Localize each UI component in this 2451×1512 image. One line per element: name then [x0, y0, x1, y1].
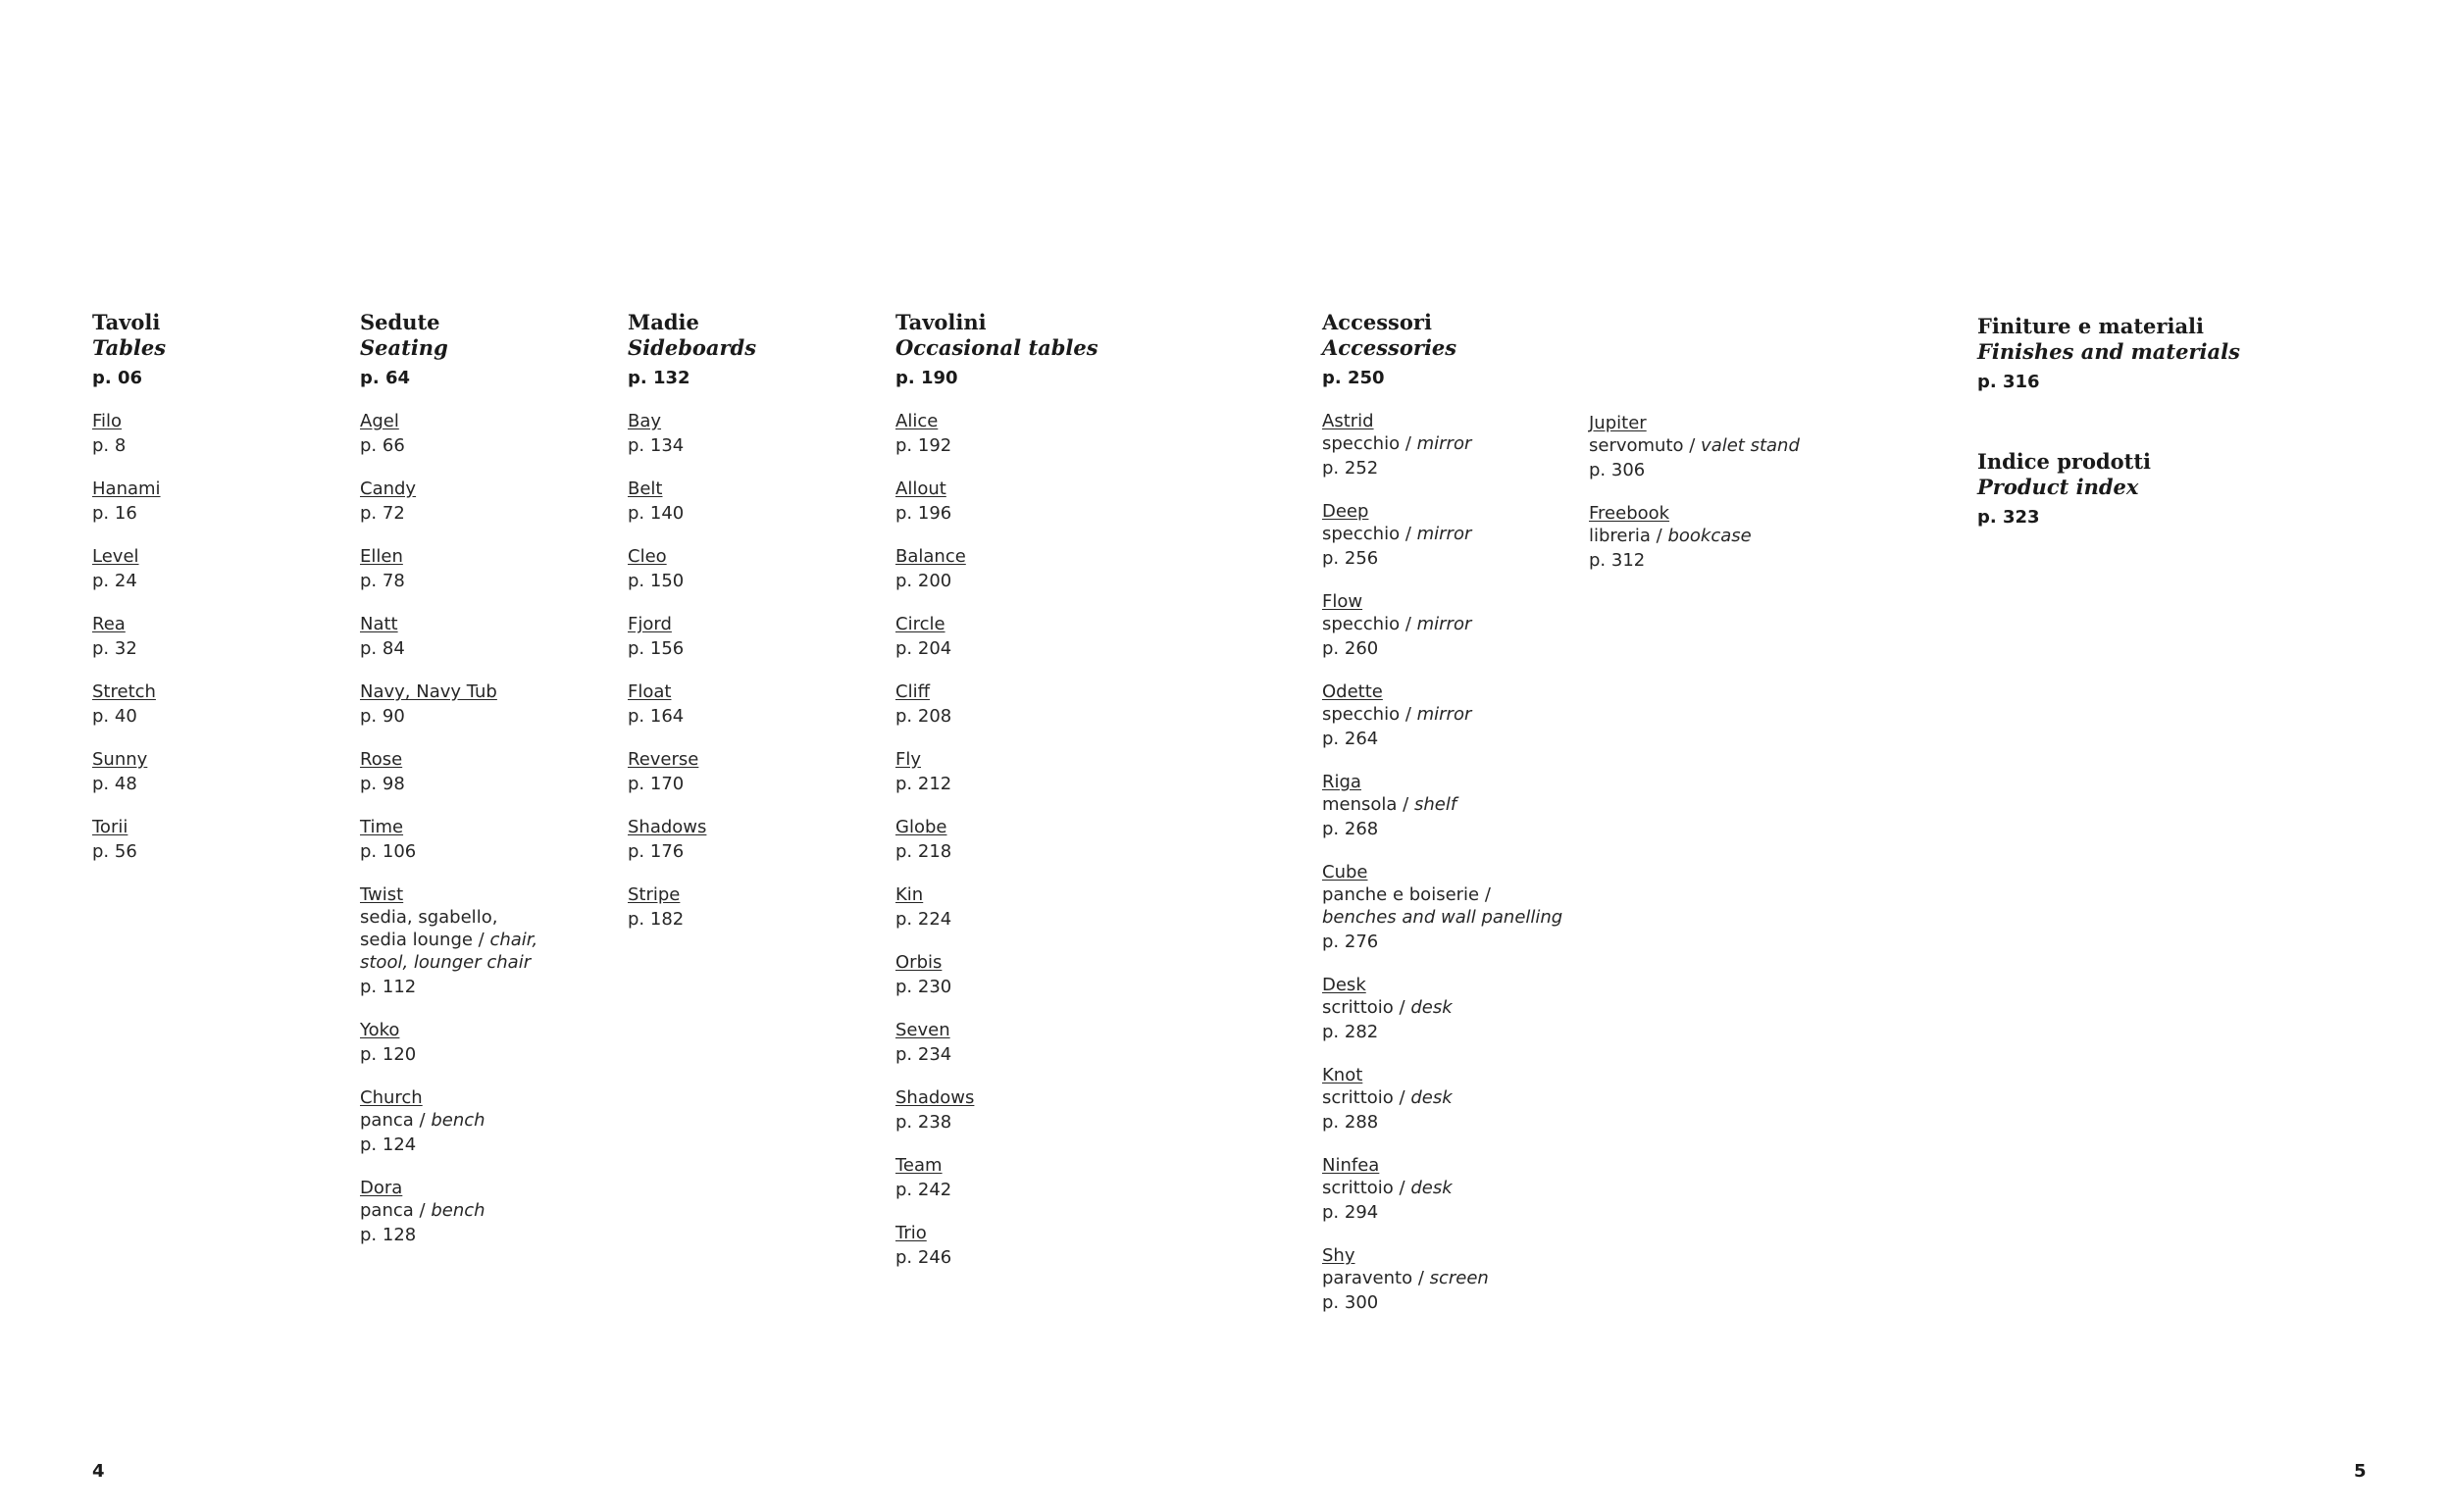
section-page: p. 06: [92, 368, 143, 388]
product-link[interactable]: Rea: [92, 614, 126, 634]
desc-english: chair,: [489, 930, 538, 950]
product-page: p. 242: [895, 1180, 952, 1200]
desc-english: bench: [431, 1110, 485, 1131]
product-link[interactable]: Circle: [895, 614, 945, 634]
section-subtitle: Tables: [92, 335, 167, 360]
list-item: [92, 410, 166, 457]
section-seating: [360, 310, 537, 1267]
section-subtitle: Accessories: [1322, 335, 1457, 360]
product-link[interactable]: Allout: [895, 479, 946, 499]
product-page: p. 282: [1322, 1022, 1379, 1042]
product-page: p. 32: [92, 638, 137, 659]
product-link[interactable]: Flow: [1322, 591, 1363, 612]
page-number-right: 5: [2354, 1461, 2367, 1482]
product-link[interactable]: Kin: [895, 884, 924, 905]
list-item: [92, 613, 166, 660]
desc-english: desk: [1410, 1087, 1453, 1108]
product-page: p. 288: [1322, 1112, 1379, 1133]
section-title[interactable]: Indice prodotti: [1977, 449, 2152, 474]
product-page: p. 24: [92, 571, 137, 591]
product-link[interactable]: Level: [92, 546, 139, 567]
list-item: [1322, 1154, 1562, 1224]
list-item: [628, 410, 756, 457]
list-item: [895, 478, 1098, 525]
list-item: [360, 545, 537, 592]
desc-english: mirror: [1416, 524, 1472, 544]
product-page: p. 196: [895, 503, 952, 524]
product-link[interactable]: Freebook: [1589, 503, 1670, 524]
section-page: p. 323: [1977, 507, 2040, 528]
product-description: [1322, 1267, 1562, 1289]
product-page: p. 234: [895, 1044, 952, 1065]
section-page: p. 190: [895, 368, 958, 388]
list-item: [360, 1086, 537, 1156]
list-item: [1322, 974, 1562, 1043]
desc-english: valet stand: [1701, 435, 1800, 456]
product-description: [360, 1109, 537, 1132]
product-link[interactable]: Shadows: [895, 1087, 975, 1108]
desc-italian: libreria /: [1589, 526, 1668, 546]
list-item: [628, 545, 756, 592]
product-page: p. 276: [1322, 932, 1379, 952]
desc-english: screen: [1429, 1268, 1489, 1288]
product-page: p. 120: [360, 1044, 417, 1065]
list-item: [360, 1019, 537, 1066]
product-link[interactable]: Globe: [895, 817, 947, 837]
list-item: [92, 478, 166, 525]
desc-italian: sedia lounge /: [360, 930, 490, 950]
product-description: [1322, 1177, 1562, 1199]
product-link[interactable]: Team: [895, 1155, 943, 1176]
section-finishes-index: [1977, 314, 2240, 584]
list-item: [360, 748, 537, 795]
product-link[interactable]: Reverse: [628, 749, 699, 770]
list-item: [895, 1222, 1098, 1269]
product-description: [1322, 996, 1562, 1019]
product-link[interactable]: Ninfea: [1322, 1155, 1380, 1176]
product-link[interactable]: Twist: [360, 884, 404, 905]
product-link[interactable]: Shadows: [628, 817, 707, 837]
list-item: [360, 1177, 537, 1246]
list-item: [92, 748, 166, 795]
section-page: p. 316: [1977, 372, 2040, 392]
product-description: panche e boiserie /: [1322, 884, 1491, 905]
list-item: [895, 951, 1098, 998]
product-page: p. 150: [628, 571, 685, 591]
section-title: Tavoli: [92, 310, 161, 334]
desc-english: bench: [431, 1200, 485, 1221]
list-item: [360, 410, 537, 457]
product-page: p. 176: [628, 841, 685, 862]
list-item: [895, 748, 1098, 795]
list-item: [92, 816, 166, 863]
product-link[interactable]: Fly: [895, 749, 922, 770]
product-page: p. 204: [895, 638, 952, 659]
product-link[interactable]: Candy: [360, 479, 417, 499]
product-page: p. 66: [360, 435, 405, 456]
section-accessories-continued: [1589, 412, 1800, 592]
list-item: [895, 613, 1098, 660]
section-title: Madie: [628, 310, 699, 334]
product-page: p. 306: [1589, 460, 1646, 480]
product-description: [1322, 793, 1562, 816]
desc-italian: mensola /: [1322, 794, 1414, 815]
product-description: [360, 929, 537, 951]
desc-italian: specchio /: [1322, 433, 1417, 454]
section-title: Tavolini: [895, 310, 987, 334]
product-description: [1322, 432, 1562, 455]
product-description: [1589, 434, 1800, 457]
product-page: p. 90: [360, 706, 405, 727]
list-item: [1322, 1244, 1562, 1314]
desc-italian: panca /: [360, 1110, 432, 1131]
product-link[interactable]: Natt: [360, 614, 398, 634]
product-page: p. 200: [895, 571, 952, 591]
section-subtitle: Sideboards: [628, 335, 757, 360]
product-link[interactable]: Rose: [360, 749, 403, 770]
product-page: p. 106: [360, 841, 417, 862]
desc-italian: specchio /: [1322, 614, 1417, 634]
product-link[interactable]: Knot: [1322, 1065, 1363, 1085]
section-subtitle: Finishes and materials: [1977, 339, 2240, 364]
index-group: [1977, 449, 2240, 529]
product-link[interactable]: Stretch: [92, 681, 156, 702]
desc-english: benches and wall panelling: [1322, 907, 1563, 928]
product-page: p. 8: [92, 435, 127, 456]
section-accessories: [1322, 310, 1562, 1335]
desc-english: desk: [1410, 997, 1453, 1018]
desc-italian: specchio /: [1322, 524, 1417, 544]
product-description: [360, 951, 537, 974]
list-item: [360, 613, 537, 660]
product-page: p. 208: [895, 706, 952, 727]
product-page: p. 84: [360, 638, 405, 659]
list-item: [1322, 680, 1562, 750]
product-link[interactable]: Astrid: [1322, 411, 1374, 431]
product-description: [1589, 525, 1800, 547]
list-item: [1322, 590, 1562, 660]
product-description: [1322, 523, 1562, 545]
product-page: p. 238: [895, 1112, 952, 1133]
product-page: p. 56: [92, 841, 137, 862]
list-item: [92, 680, 166, 728]
product-page: p. 98: [360, 774, 405, 794]
section-occasional-tables: [895, 310, 1098, 1289]
product-page: p. 264: [1322, 729, 1379, 749]
section-title: Accessori: [1322, 310, 1432, 334]
product-page: p. 230: [895, 977, 952, 997]
desc-english: desk: [1410, 1178, 1453, 1198]
desc-italian: scrittoio /: [1322, 1087, 1411, 1108]
list-item: [1322, 861, 1562, 953]
product-link[interactable]: Float: [628, 681, 672, 702]
product-link[interactable]: Odette: [1322, 681, 1383, 702]
list-item: [628, 478, 756, 525]
product-page: p. 128: [360, 1225, 417, 1245]
product-page: p. 78: [360, 571, 405, 591]
finishes-group: [1977, 314, 2240, 394]
product-page: p. 72: [360, 503, 405, 524]
product-link[interactable]: Filo: [92, 411, 123, 431]
list-item: [1322, 500, 1562, 570]
desc-english: stool, lounger chair: [360, 952, 532, 973]
product-page: p. 164: [628, 706, 685, 727]
list-item: [360, 883, 537, 998]
product-page: p. 140: [628, 503, 685, 524]
product-description: [1322, 906, 1562, 929]
product-link[interactable]: Fjord: [628, 614, 672, 634]
desc-english: mirror: [1416, 433, 1472, 454]
product-link[interactable]: Riga: [1322, 772, 1361, 792]
product-link[interactable]: Church: [360, 1087, 423, 1108]
product-link[interactable]: Torii: [92, 817, 128, 837]
desc-english: mirror: [1416, 704, 1472, 725]
product-link[interactable]: Stripe: [628, 884, 681, 905]
list-item: [1322, 1064, 1562, 1134]
product-link[interactable]: Ellen: [360, 546, 403, 567]
product-page: p. 156: [628, 638, 685, 659]
product-page: p. 256: [1322, 548, 1379, 569]
product-link[interactable]: Navy, Navy Tub: [360, 681, 497, 702]
list-item: [895, 1154, 1098, 1201]
product-link[interactable]: Cleo: [628, 546, 667, 567]
product-link[interactable]: Orbis: [895, 952, 943, 973]
product-link[interactable]: Jupiter: [1589, 413, 1647, 433]
desc-italian: panca /: [360, 1200, 432, 1221]
list-item: [628, 883, 756, 931]
list-item: [360, 816, 537, 863]
list-item: [895, 1086, 1098, 1134]
product-link[interactable]: Sunny: [92, 749, 148, 770]
list-item: [360, 478, 537, 525]
product-link[interactable]: Seven: [895, 1020, 950, 1040]
desc-english: bookcase: [1667, 526, 1752, 546]
product-page: p. 268: [1322, 819, 1379, 839]
desc-english: shelf: [1413, 794, 1457, 815]
list-item: [895, 883, 1098, 931]
product-page: p. 112: [360, 977, 417, 997]
product-link[interactable]: Yoko: [360, 1020, 400, 1040]
product-link[interactable]: Desk: [1322, 975, 1366, 995]
product-link[interactable]: Trio: [895, 1223, 927, 1243]
product-link[interactable]: Bay: [628, 411, 662, 431]
product-link[interactable]: Time: [360, 817, 404, 837]
product-page: p. 260: [1322, 638, 1379, 659]
desc-italian: specchio /: [1322, 704, 1417, 725]
desc-italian: paravento /: [1322, 1268, 1430, 1288]
product-description: [1322, 613, 1562, 635]
desc-italian: servomuto /: [1589, 435, 1702, 456]
product-link[interactable]: Balance: [895, 546, 966, 567]
product-page: p. 294: [1322, 1202, 1379, 1223]
product-page: p. 212: [895, 774, 952, 794]
product-page: p. 224: [895, 909, 952, 930]
page-number-left: 4: [92, 1461, 105, 1482]
product-link[interactable]: Hanami: [92, 479, 161, 499]
list-item: [895, 545, 1098, 592]
section-tables: [92, 310, 166, 883]
product-link[interactable]: Agel: [360, 411, 399, 431]
section-page: p. 132: [628, 368, 690, 388]
desc-italian: scrittoio /: [1322, 1178, 1411, 1198]
section-title[interactable]: Finiture e materiali: [1977, 314, 2204, 338]
desc-english: mirror: [1416, 614, 1472, 634]
product-page: p. 16: [92, 503, 137, 524]
list-item: [1322, 771, 1562, 840]
product-description: sedia, sgabello,: [360, 907, 498, 928]
product-link[interactable]: Belt: [628, 479, 663, 499]
list-item: [1322, 410, 1562, 479]
list-item: [1589, 502, 1800, 572]
section-page: p. 64: [360, 368, 411, 388]
product-description: [1322, 703, 1562, 726]
product-page: p. 218: [895, 841, 952, 862]
product-link[interactable]: Deep: [1322, 501, 1369, 522]
list-item: [628, 816, 756, 863]
list-item: [895, 816, 1098, 863]
list-item: [895, 680, 1098, 728]
section-subtitle: Product index: [1977, 475, 2139, 499]
product-page: p. 48: [92, 774, 137, 794]
section-subtitle: Seating: [360, 335, 448, 360]
product-page: p. 246: [895, 1247, 952, 1268]
product-link[interactable]: Dora: [360, 1178, 403, 1198]
product-link[interactable]: Cliff: [895, 681, 930, 702]
product-page: p. 312: [1589, 550, 1646, 571]
product-page: p. 170: [628, 774, 685, 794]
section-subtitle: Occasional tables: [895, 335, 1098, 360]
product-page: p. 300: [1322, 1292, 1379, 1313]
list-item: [360, 680, 537, 728]
product-page: p. 252: [1322, 458, 1379, 479]
list-item: [92, 545, 166, 592]
list-item: [1589, 412, 1800, 481]
product-page: p. 124: [360, 1134, 417, 1155]
list-item: [628, 680, 756, 728]
product-page: p. 134: [628, 435, 685, 456]
section-title: Sedute: [360, 310, 440, 334]
product-link[interactable]: Alice: [895, 411, 939, 431]
product-link[interactable]: Shy: [1322, 1245, 1355, 1266]
section-page: p. 250: [1322, 368, 1385, 388]
product-description: [360, 1199, 537, 1222]
product-link[interactable]: Cube: [1322, 862, 1368, 882]
desc-italian: scrittoio /: [1322, 997, 1411, 1018]
product-page: p. 192: [895, 435, 952, 456]
section-sideboards: [628, 310, 756, 951]
list-item: [895, 1019, 1098, 1066]
list-item: [628, 748, 756, 795]
list-item: [628, 613, 756, 660]
product-page: p. 182: [628, 909, 685, 930]
product-page: p. 40: [92, 706, 137, 727]
list-item: [895, 410, 1098, 457]
product-description: [1322, 1086, 1562, 1109]
